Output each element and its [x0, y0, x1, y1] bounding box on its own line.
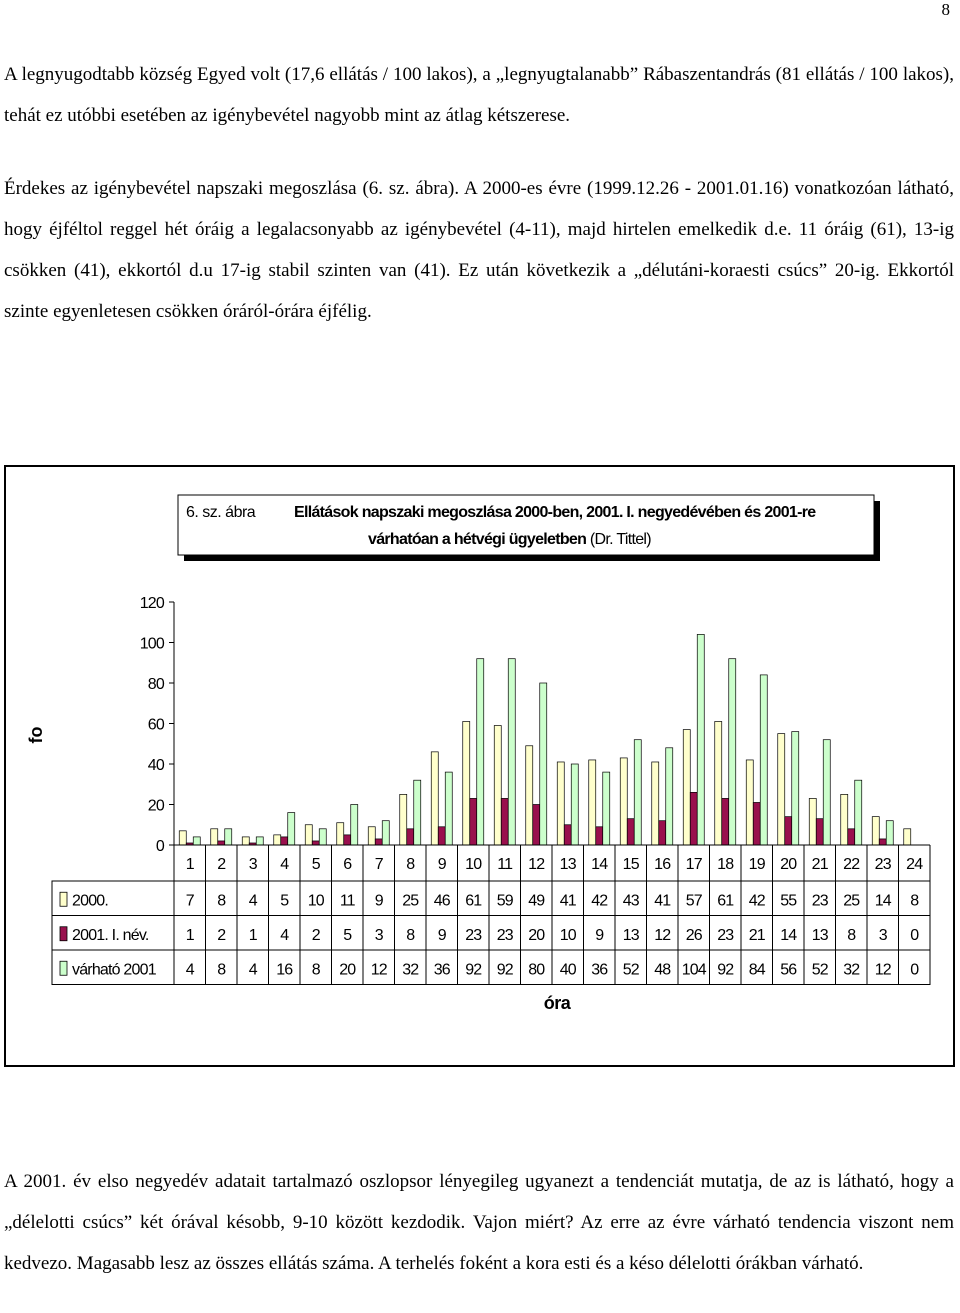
table-cell: 23	[717, 926, 734, 944]
table-cell: 12	[654, 926, 671, 944]
table-cell: 12	[874, 961, 891, 979]
bar-expected-2001	[351, 805, 358, 846]
table-cell: 92	[465, 961, 482, 979]
paragraph-3: A 2001. év elso negyedév adatait tartalmazó oszlopsor lényegileg ugyanezt a tendenciát mutatja, de az is látható, hogy a „délelotti csúcs” két órával késobb, 9-10 között kezdodik. Vajon miért? Az erre az évre várható tendencia viszont nem kedvezo. Magasabb lesz az összes ellátás száma. A terhelés foként a kora esti és a késo délelotti órákban várható.	[4, 1171, 954, 1274]
chart	[6, 467, 953, 1065]
table-cell: 12	[370, 961, 387, 979]
table-cell: 61	[717, 892, 734, 910]
legend-label: várható 2001	[72, 961, 156, 979]
bar-expected-2001	[477, 659, 484, 845]
y-axis	[140, 595, 174, 855]
table-cell: 4	[248, 892, 257, 910]
table-cell: 23	[465, 926, 482, 944]
bars	[179, 634, 911, 845]
figure-frame	[4, 465, 955, 1067]
table-cell: 57	[685, 892, 702, 910]
bar-expected-2001	[225, 829, 232, 845]
table-cell: 42	[748, 892, 765, 910]
bar-expected-2001	[792, 732, 799, 845]
paragraph-2: Érdekes az igénybevétel napszaki megoszlása (6. sz. ábra). A 2000-es évre (1999.12.26 - 2001.01.16) vonatkozóan látható, hogy éjféltol reggel hét óráig a legalacsonyabb az igénybevétel (4-11), majd hirtelen emelkedik d.e. 11 óráig (61), 13-ig csökken (41), ekkortól d.u 17-ig stabil szinten van (41). Ez után következik a „délutáni-koraesti csúcs” 20-ig. Ekkortól szinte egyenletesen csökken óráról-órára éjfélig.	[4, 178, 954, 322]
table-cell: 3	[374, 926, 383, 944]
paragraph-1: A legnyugodtabb község Egyed volt (17,6 ellátás / 100 lakos), a „legnyugtalanabb” Rábaszentandrás (81 ellátás / 100 lakos), tehát ez utóbbi esetében az igénybevétel nagyobb mint az átlag kétszerese.	[4, 64, 954, 126]
table-cell: 25	[843, 892, 860, 910]
figure-title-line1: Ellátások napszaki megoszlása 2000-ben, 2001. I. negyedévében és 2001-re	[294, 504, 816, 521]
x-axis-label: óra	[543, 993, 571, 1013]
bar-expected-2001	[445, 772, 452, 845]
table-cell: 9	[595, 926, 604, 944]
x-tick-label: 4	[280, 856, 289, 873]
x-tick-label: 16	[654, 856, 671, 873]
bar-2001-q1	[816, 819, 823, 845]
y-axis-label: fo	[26, 726, 46, 744]
bar-2000	[337, 823, 344, 845]
x-tick-label: 11	[497, 856, 513, 873]
table-cell: 41	[559, 892, 576, 910]
table-cell: 23	[811, 892, 828, 910]
table-cell: 21	[748, 926, 765, 944]
x-tick-label: 5	[311, 856, 320, 873]
bar-2000	[463, 721, 470, 845]
table-cell: 8	[311, 961, 320, 979]
bar-2000	[809, 798, 816, 845]
bar-expected-2001	[508, 659, 515, 845]
bar-expected-2001	[855, 780, 862, 845]
table-cell: 2	[217, 926, 226, 944]
legend-swatch	[60, 892, 67, 906]
table-cell: 7	[185, 892, 194, 910]
table-cell: 80	[528, 961, 545, 979]
bar-2001-q1	[564, 825, 571, 845]
x-tick-label: 2	[217, 856, 226, 873]
bar-2000	[872, 817, 879, 845]
x-tick-label: 23	[874, 856, 891, 873]
table-cell: 40	[559, 961, 576, 979]
bar-2001-q1	[312, 841, 319, 845]
bar-2000	[526, 746, 533, 845]
figure-label: 6. sz. ábra	[186, 504, 256, 521]
bar-expected-2001	[634, 740, 641, 845]
table-cell: 25	[402, 892, 419, 910]
table-cell: 36	[591, 961, 608, 979]
table-cell: 43	[622, 892, 639, 910]
bar-2001-q1	[596, 827, 603, 845]
table-cell: 49	[528, 892, 545, 910]
bar-2000	[715, 721, 722, 845]
table-cell: 32	[402, 961, 419, 979]
table-cell: 55	[780, 892, 797, 910]
table-cell: 10	[307, 892, 324, 910]
bar-2000	[368, 827, 375, 845]
bar-2000	[305, 825, 312, 845]
table-cell: 92	[717, 961, 734, 979]
bar-2001-q1	[690, 792, 697, 845]
bar-2001-q1	[218, 841, 225, 845]
bar-expected-2001	[760, 675, 767, 845]
bar-2000	[242, 837, 249, 845]
x-tick-label: 1	[185, 856, 194, 873]
table-cell: 26	[685, 926, 702, 944]
bar-2001-q1	[785, 817, 792, 845]
table-cell: 20	[339, 961, 356, 979]
bar-2001-q1	[281, 837, 288, 845]
table-cell: 1	[248, 926, 257, 944]
table-cell: 46	[433, 892, 450, 910]
x-tick-label: 19	[748, 856, 765, 873]
bar-2000	[431, 752, 438, 845]
bar-expected-2001	[729, 659, 736, 845]
table-cell: 8	[217, 892, 226, 910]
bar-2001-q1	[375, 839, 382, 845]
table-cell: 8	[406, 926, 415, 944]
bar-2001-q1	[533, 805, 540, 846]
x-tick-label: 10	[465, 856, 482, 873]
y-tick-label: 120	[139, 595, 164, 612]
table-cell: 4	[185, 961, 194, 979]
table-cell: 0	[910, 961, 919, 979]
bar-expected-2001	[382, 821, 389, 845]
bar-2001-q1	[659, 821, 666, 845]
bar-2001-q1	[438, 827, 445, 845]
y-tick-label: 80	[147, 676, 164, 693]
bar-2000	[494, 726, 501, 845]
bar-2001-q1	[344, 835, 351, 845]
legend-label: 2001. I. név.	[72, 926, 149, 944]
bar-2001-q1	[753, 802, 760, 845]
y-tick-label: 40	[147, 757, 164, 774]
table-cell: 56	[780, 961, 797, 979]
table-cell: 13	[622, 926, 639, 944]
bar-expected-2001	[886, 821, 893, 845]
x-tick-label: 12	[528, 856, 545, 873]
table-cell: 4	[248, 961, 257, 979]
page-number: 8	[941, 0, 950, 19]
table-cell: 61	[465, 892, 482, 910]
table-cell: 16	[276, 961, 293, 979]
x-tick-label: 14	[591, 856, 608, 873]
y-tick-label: 20	[147, 797, 164, 815]
table-border	[52, 881, 930, 985]
table-cell: 42	[591, 892, 608, 910]
table-cell: 8	[847, 926, 856, 944]
table-cell: 32	[843, 961, 860, 979]
bar-2000	[904, 829, 911, 845]
table-cell: 11	[339, 892, 355, 910]
bar-2001-q1	[722, 798, 729, 845]
bar-2001-q1	[470, 798, 477, 845]
bar-expected-2001	[193, 837, 200, 845]
bar-2000	[683, 730, 690, 845]
bar-2001-q1	[879, 839, 886, 845]
bar-2000	[179, 831, 186, 845]
table-cell: 52	[811, 961, 828, 979]
bar-2000	[778, 734, 785, 845]
x-tick-label: 7	[374, 856, 383, 873]
figure-title-line2-bold: várhatóan a hétvégi ügyeletben	[368, 531, 587, 548]
table-cell: 5	[280, 892, 289, 910]
table-cell: 41	[654, 892, 671, 910]
table-cell: 84	[748, 961, 765, 979]
x-tick-label: 17	[685, 856, 702, 873]
table-cell: 1	[185, 926, 194, 944]
bar-2000	[620, 758, 627, 845]
table-cell: 2	[311, 926, 320, 944]
table-cell: 10	[559, 926, 576, 944]
bar-2000	[557, 762, 564, 845]
bar-expected-2001	[540, 683, 547, 845]
table-cell: 8	[217, 961, 226, 979]
bar-2001-q1	[407, 829, 414, 845]
table-cell: 59	[496, 892, 513, 910]
x-tick-label: 24	[906, 856, 923, 873]
table-cell: 13	[811, 926, 828, 944]
figure-title-line2	[368, 531, 651, 548]
table-cell: 8	[910, 892, 919, 910]
bar-expected-2001	[697, 634, 704, 845]
x-tick-label: 9	[437, 856, 446, 873]
bar-2001-q1	[501, 798, 508, 845]
table-cell: 5	[343, 926, 352, 944]
y-tick-label: 100	[139, 635, 164, 653]
y-tick-label: 60	[147, 716, 164, 734]
bar-2000	[274, 835, 281, 845]
table-cell: 9	[374, 892, 383, 910]
table-cell: 4	[280, 926, 289, 944]
bar-2001-q1	[627, 819, 634, 845]
table-cell: 0	[910, 926, 919, 944]
bar-2000	[746, 760, 753, 845]
bar-expected-2001	[823, 740, 830, 845]
x-tick-label: 3	[248, 856, 257, 873]
bar-2001-q1	[848, 829, 855, 845]
figure-title-line2-plain: (Dr. Tittel)	[586, 531, 651, 548]
x-tick-label: 15	[622, 856, 639, 873]
bar-expected-2001	[666, 748, 673, 845]
bar-expected-2001	[256, 837, 263, 845]
legend-label: 2000.	[72, 892, 109, 910]
table-cell: 23	[496, 926, 513, 944]
bar-expected-2001	[603, 772, 610, 845]
legend-swatch	[60, 927, 67, 941]
bar-expected-2001	[319, 829, 326, 845]
x-tick-label: 18	[717, 856, 734, 873]
bar-2000	[400, 794, 407, 845]
y-tick-label: 0	[155, 838, 164, 855]
bar-expected-2001	[288, 813, 295, 845]
data-table	[52, 845, 930, 985]
bar-2000	[211, 829, 218, 845]
table-cell: 52	[622, 961, 639, 979]
bar-2000	[589, 760, 596, 845]
table-cell: 14	[874, 892, 891, 910]
x-tick-label: 6	[343, 856, 352, 873]
bar-expected-2001	[571, 764, 578, 845]
bar-expected-2001	[414, 780, 421, 845]
table-cell: 104	[681, 961, 706, 979]
table-cell: 14	[780, 926, 797, 944]
x-tick-label: 20	[780, 856, 797, 873]
table-cell: 9	[437, 926, 446, 944]
table-cell: 92	[496, 961, 513, 979]
table-cell: 48	[654, 961, 671, 979]
x-tick-label: 8	[406, 856, 415, 873]
legend-swatch	[60, 961, 67, 975]
table-cell: 20	[528, 926, 545, 944]
x-tick-label: 22	[843, 856, 860, 873]
table-cell: 3	[878, 926, 887, 944]
bar-2000	[652, 762, 659, 845]
x-tick-label: 13	[559, 856, 576, 873]
x-tick-label: 21	[811, 856, 828, 873]
bar-2000	[841, 794, 848, 845]
table-cell: 36	[433, 961, 450, 979]
